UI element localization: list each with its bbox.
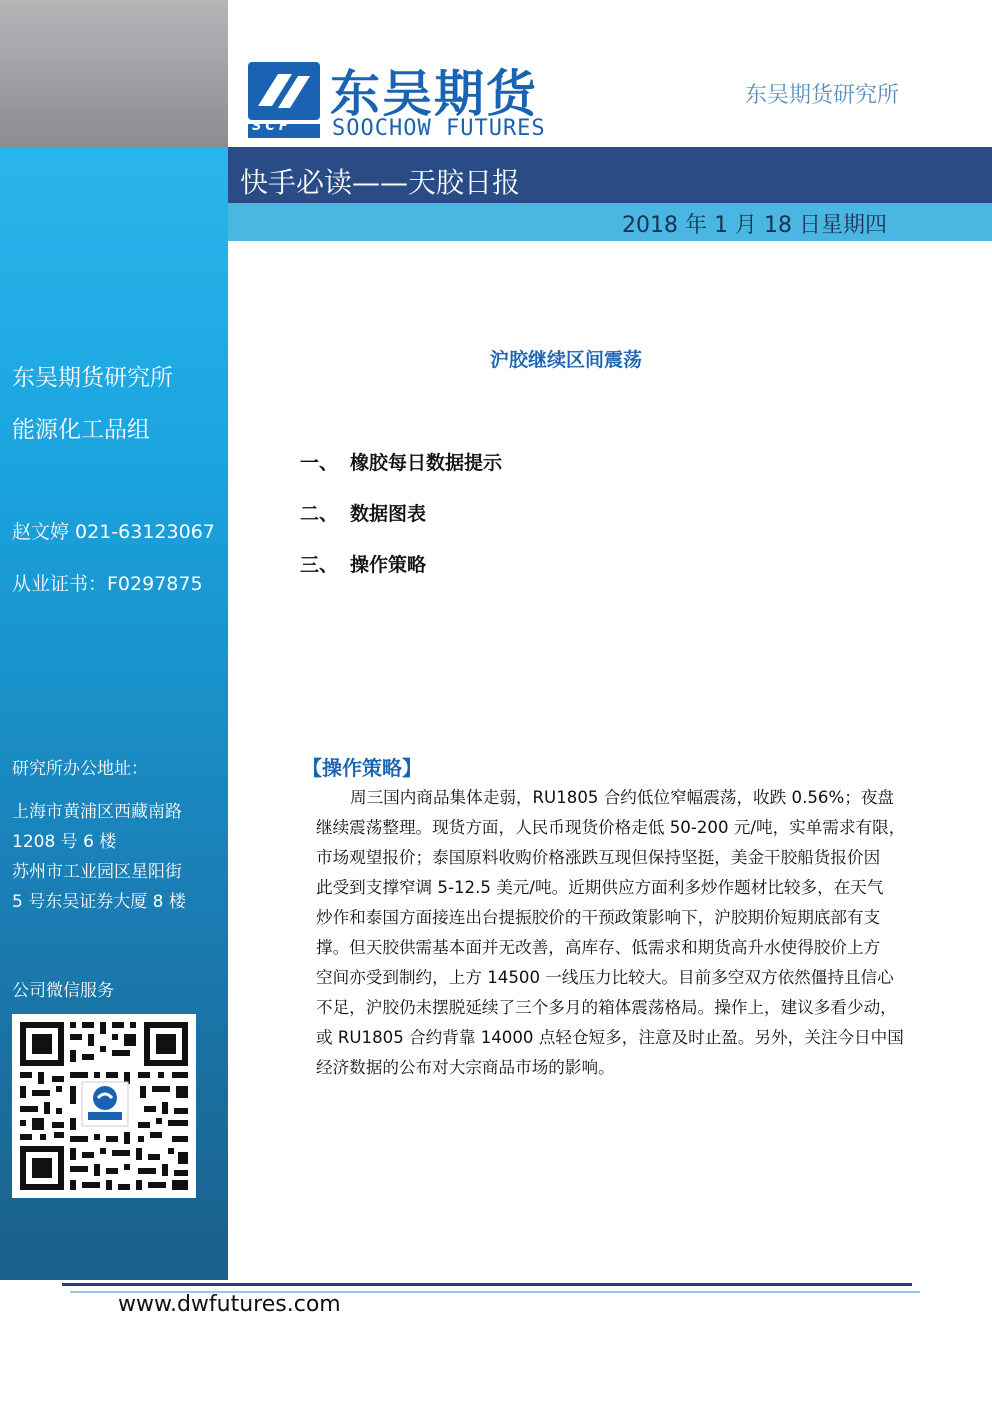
paragraph-line: 或 RU1805 合约背靠 14000 点轻仓短多，注意及时止盈。另外，关注今日中国 xyxy=(316,1028,904,1047)
strategy-paragraph xyxy=(316,783,916,1083)
toc-item xyxy=(300,550,426,577)
toc-item xyxy=(300,499,426,526)
sidebar-address-line: 上海市黄浦区西藏南路 xyxy=(12,802,182,822)
paragraph-line: 周三国内商品集体走弱，RU1805 合约低位窄幅震荡，收跌 0.56%；夜盘 xyxy=(350,788,895,807)
sidebar-address-line: 1208 号 6 楼 xyxy=(12,832,117,852)
report-title: 快手必读——天胶日报 xyxy=(240,166,521,199)
report-date-bar xyxy=(228,203,992,241)
paragraph-line: 继续震荡整理。现货方面，人民币现货价格走低 50-200 元/吨，实单需求有限， xyxy=(316,818,906,837)
logo-english-name: SOOCHOW FUTURES xyxy=(332,116,546,141)
strategy-section-title: 【操作策略】 xyxy=(302,756,422,780)
logo-abbr: SCF xyxy=(252,119,292,134)
toc-item xyxy=(300,448,502,475)
institute-name: 东吴期货研究所 xyxy=(745,83,900,108)
paragraph-line: 此受到支撑窄调 5-12.5 美元/吨。近期供应方面利多炒作题材比较多，在天气 xyxy=(316,878,884,897)
paragraph-line: 撑。但天胶供需基本面并无改善，高库存、低需求和期货高升水使得胶价上方 xyxy=(316,938,881,957)
footer-divider xyxy=(62,1283,912,1286)
sidebar-address-label: 研究所办公地址： xyxy=(12,759,148,779)
paragraph-line: 炒作和泰国方面接连出台提振胶价的干预政策影响下，沪胶期价短期底部有支 xyxy=(316,908,881,927)
sidebar-group: 能源化工品组 xyxy=(12,417,150,443)
report-headline: 沪胶继续区间震荡 xyxy=(490,349,643,371)
toc-number: 二、 xyxy=(300,503,339,525)
toc-label: 数据图表 xyxy=(350,503,427,525)
report-title-bar xyxy=(228,147,992,203)
paragraph-line: 不足，沪胶仍未摆脱延续了三个多月的箱体震荡格局。操作上，建议多看少动， xyxy=(316,998,897,1017)
sidebar-org: 东吴期货研究所 xyxy=(12,365,173,391)
paragraph-line: 经济数据的公布对大宗商品市场的影响。 xyxy=(316,1058,615,1077)
logo-chinese-name: 东吴期货 xyxy=(330,65,538,123)
toc-label: 操作策略 xyxy=(350,554,427,576)
sidebar-header-block xyxy=(0,0,228,147)
sidebar-wechat-label: 公司微信服务 xyxy=(12,981,114,1001)
paragraph-line: 市场观望报价；泰国原料收购价格涨跌互现但保持坚挺，美金干胶船货报价因 xyxy=(316,848,881,867)
wechat-qr-code xyxy=(12,1014,196,1198)
toc-number: 一、 xyxy=(300,452,339,474)
sidebar-analyst: 赵文婷 021-63123067 xyxy=(12,521,215,543)
sidebar-license: 从业证书：F0297875 xyxy=(12,573,203,595)
toc-label: 橡胶每日数据提示 xyxy=(350,452,503,474)
paragraph-line: 空间亦受到制约，上方 14500 一线压力比较大。目前多空双方依然僵持且信心 xyxy=(316,968,894,987)
company-logo xyxy=(248,58,588,142)
sidebar-address-line: 5 号东吴证券大厦 8 楼 xyxy=(12,892,186,912)
toc-number: 三、 xyxy=(300,554,339,576)
footer-website-link[interactable]: www.dwfutures.com xyxy=(118,1292,341,1317)
report-date: 2018 年 1 月 18 日星期四 xyxy=(622,213,887,238)
sidebar-address-line: 苏州市工业园区星阳街 xyxy=(12,862,182,882)
